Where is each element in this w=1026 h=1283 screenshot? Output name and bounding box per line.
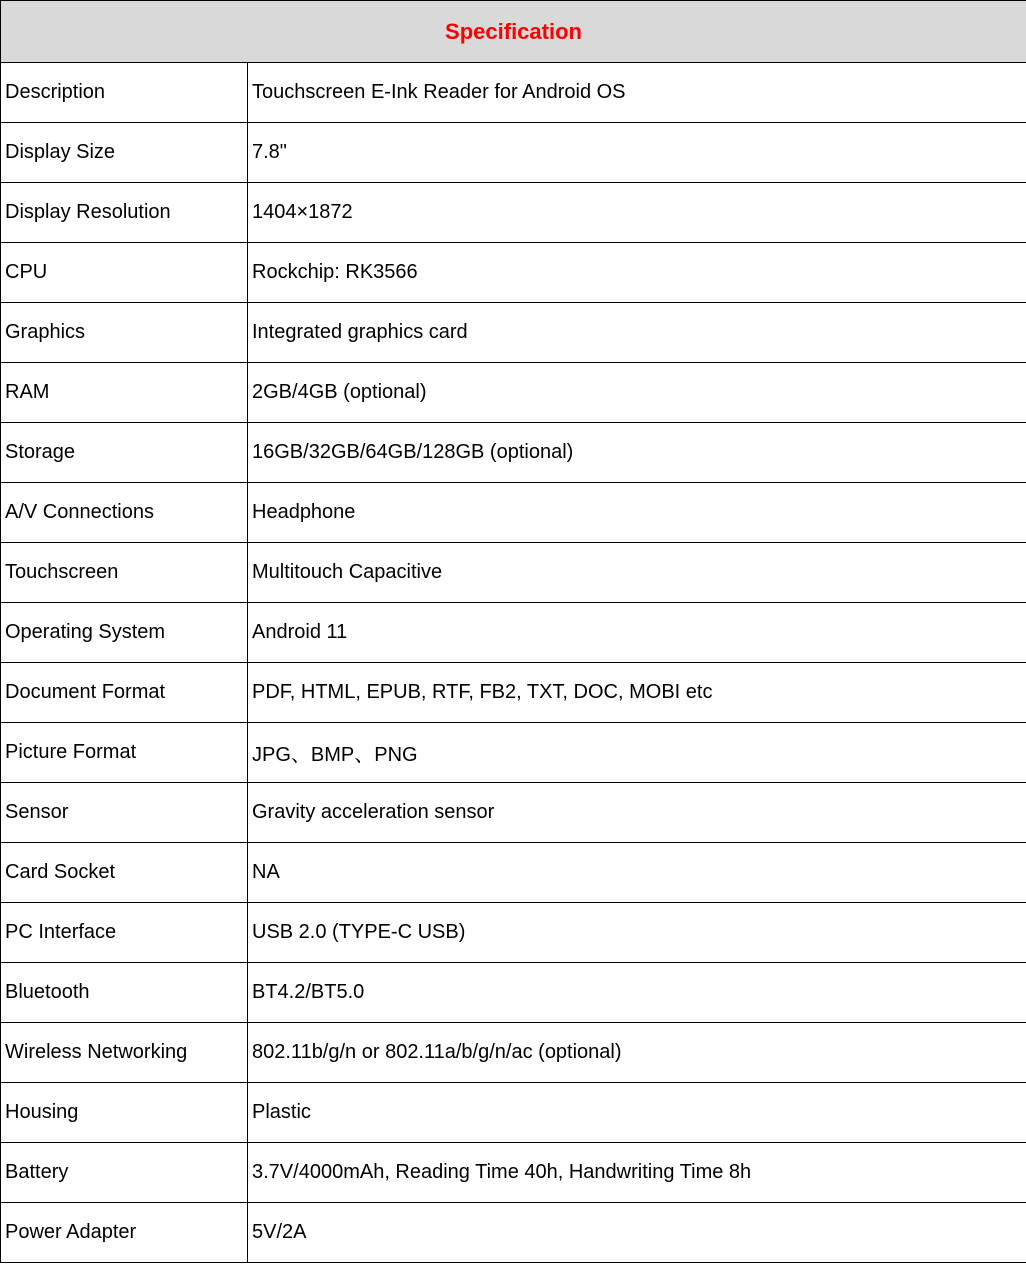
spec-value: PDF, HTML, EPUB, RTF, FB2, TXT, DOC, MOBI etc (248, 663, 1026, 723)
table-row (1, 483, 1026, 543)
spec-label: Storage (1, 423, 248, 483)
spec-value: Plastic (248, 1083, 1026, 1143)
table-row (1, 183, 1026, 243)
spec-label: Card Socket (1, 843, 248, 903)
spec-label: Description (1, 63, 248, 123)
table-title: Specification (1, 1, 1026, 63)
table-row (1, 903, 1026, 963)
spec-label: PC Interface (1, 903, 248, 963)
spec-label: Graphics (1, 303, 248, 363)
table-row (1, 603, 1026, 663)
spec-value: Integrated graphics card (248, 303, 1026, 363)
spec-value: USB 2.0 (TYPE-C USB) (248, 903, 1026, 963)
spec-value: Android 11 (248, 603, 1026, 663)
spec-label: Display Size (1, 123, 248, 183)
table-row (1, 663, 1026, 723)
table-row (1, 1083, 1026, 1143)
spec-label: Sensor (1, 783, 248, 843)
table-row (1, 783, 1026, 843)
spec-label: Touchscreen (1, 543, 248, 603)
spec-label: Document Format (1, 663, 248, 723)
spec-label: Display Resolution (1, 183, 248, 243)
table-header-row (1, 1, 1026, 63)
table-row (1, 63, 1026, 123)
table-row (1, 1143, 1026, 1203)
spec-label: Wireless Networking (1, 1023, 248, 1083)
spec-value: 5V/2A (248, 1203, 1026, 1263)
spec-value: BT4.2/BT5.0 (248, 963, 1026, 1023)
spec-value: 802.11b/g/n or 802.11a/b/g/n/ac (optional) (248, 1023, 1026, 1083)
spec-label: Power Adapter (1, 1203, 248, 1263)
table-row (1, 243, 1026, 303)
table-row (1, 1203, 1026, 1263)
spec-value: Headphone (248, 483, 1026, 543)
spec-label: RAM (1, 363, 248, 423)
table-row (1, 723, 1026, 783)
spec-value: NA (248, 843, 1026, 903)
table-body (1, 63, 1026, 1263)
spec-label: Picture Format (1, 723, 248, 783)
spec-value: 7.8" (248, 123, 1026, 183)
spec-value: JPG、BMP、PNG (248, 723, 1026, 783)
table-row (1, 1023, 1026, 1083)
table-row (1, 303, 1026, 363)
spec-label: CPU (1, 243, 248, 303)
spec-label: Operating System (1, 603, 248, 663)
table-row (1, 963, 1026, 1023)
spec-value: Touchscreen E-Ink Reader for Android OS (248, 63, 1026, 123)
table-row (1, 843, 1026, 903)
spec-value: 1404×1872 (248, 183, 1026, 243)
spec-value: 16GB/32GB/64GB/128GB (optional) (248, 423, 1026, 483)
spec-label: Bluetooth (1, 963, 248, 1023)
spec-label: A/V Connections (1, 483, 248, 543)
spec-label: Battery (1, 1143, 248, 1203)
table-row (1, 363, 1026, 423)
spec-label: Housing (1, 1083, 248, 1143)
table-row (1, 543, 1026, 603)
spec-value: Gravity acceleration sensor (248, 783, 1026, 843)
spec-value: Multitouch Capacitive (248, 543, 1026, 603)
table-row (1, 423, 1026, 483)
spec-value: Rockchip: RK3566 (248, 243, 1026, 303)
table-row (1, 123, 1026, 183)
spec-value: 3.7V/4000mAh, Reading Time 40h, Handwriting Time 8h (248, 1143, 1026, 1203)
spec-value: 2GB/4GB (optional) (248, 363, 1026, 423)
